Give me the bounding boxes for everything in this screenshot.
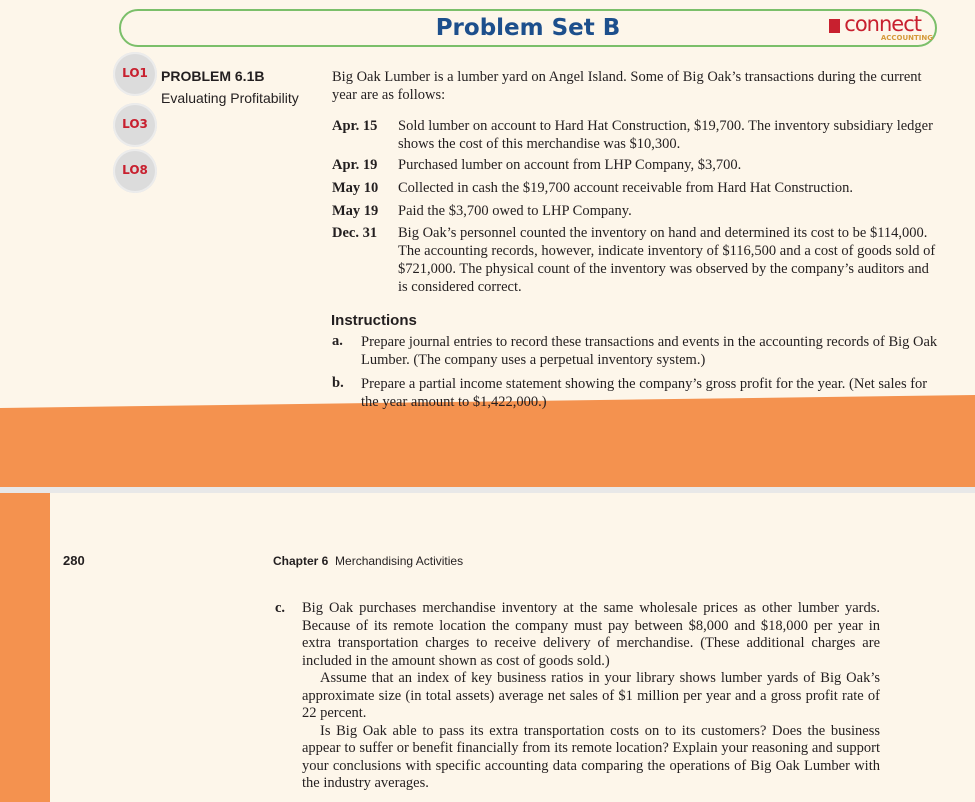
instruction-c-text <box>302 600 880 793</box>
problem-number: PROBLEM 6.1B <box>161 68 265 84</box>
paragraph: Is Big Oak able to pass its extra transportation costs on to its customers? Does the business appear to suffer or benefit financially from its remote location? Explain your reasoning and support your conclusions with specific accounting data comparing the operations of Big Oak Lumber with the industry averages. <box>302 722 880 791</box>
banner-title: Problem Set B <box>435 15 621 41</box>
instructions-heading: Instructions <box>331 312 417 329</box>
transaction-date: Dec. 31 <box>332 225 378 241</box>
connect-logo <box>829 13 921 35</box>
transaction-text: Purchased lumber on account from LHP Company, $3,700. <box>398 157 742 173</box>
instruction-letter: a. <box>332 333 343 349</box>
transaction-date: Apr. 19 <box>332 157 378 173</box>
connect-logo-subtitle: ACCOUNTING <box>880 34 933 42</box>
page-number: 280 <box>63 553 85 568</box>
transaction-text: Paid the $3,700 owed to LHP Company. <box>398 203 632 219</box>
transaction-date: May 10 <box>332 180 379 196</box>
lo-badge-8: LO8 <box>113 149 157 193</box>
transaction-date: Apr. 15 <box>332 118 378 134</box>
problem-subtitle: Evaluating Profitability <box>161 90 299 106</box>
lo-badge-3: LO3 <box>113 103 157 147</box>
instruction-letter: b. <box>332 375 344 391</box>
problem-intro: Big Oak Lumber is a lumber yard on Angel Island. Some of Big Oak’s transactions during the current year are as follows: <box>332 69 922 103</box>
instruction-text: Prepare journal entries to record these transactions and events in the accounting records of Big Oak Lumber. (The company uses a perpetual inventory system.) <box>361 334 938 368</box>
paragraph: Assume that an index of key business ratios in your library shows lumber yards of Big Oak’s approximate size (in total assets) average net sales of $1 million per year and a gross profit rate of 22 percent. <box>302 670 880 721</box>
paragraph: Big Oak purchases merchandise inventory at the same wholesale prices as other lumber yards. Because of its remote location the company must pay between $8,000 and $18,000 per year in extra transportation charges to receive delivery of merchandise. (These additional charges are included in the amount shown as cost of goods sold.) <box>302 600 880 669</box>
chapter-header <box>273 554 463 568</box>
transaction-date: May 19 <box>332 203 379 219</box>
page-margin-band <box>0 493 50 802</box>
instruction-letter: c. <box>275 600 286 616</box>
chapter-title: Merchandising Activities <box>335 554 464 568</box>
instruction-text: Prepare a partial income statement showing the company’s gross profit for the year. (Net sales for the year amount to $1,422,000.) <box>361 376 928 410</box>
bottom-page <box>0 493 975 802</box>
lo-badge-1: LO1 <box>113 52 157 96</box>
connect-logo-text: connect <box>844 12 921 36</box>
transaction-text: Big Oak’s personnel counted the inventory on hand and determined its cost to be $114,000. The accounting records, however, indicate inventory of $116,500 and a cost of goods sold of $721,000. The physical count of the inventory was observed by the company’s auditors and is considered correct. <box>398 225 936 295</box>
problem-set-banner <box>119 9 937 47</box>
chapter-label: Chapter 6 <box>273 554 329 568</box>
transaction-text: Sold lumber on account to Hard Hat Construction, $19,700. The inventory subsidiary ledger shows the cost of this merchandise was $10,300. <box>398 118 933 152</box>
mcgraw-hill-logo-icon <box>829 19 840 33</box>
transaction-text: Collected in cash the $19,700 account receivable from Hard Hat Construction. <box>398 180 853 196</box>
